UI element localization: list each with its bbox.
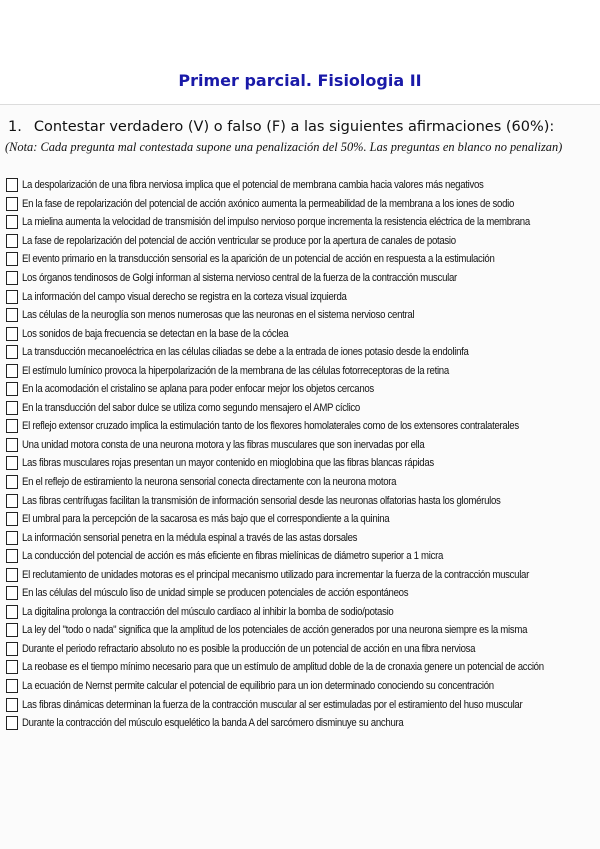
answer-checkbox[interactable] — [6, 364, 18, 378]
answer-checkbox[interactable] — [6, 382, 18, 396]
statement-text: El reflejo extensor cruzado implica la estimulación tanto de los flexores homolaterales como de los extensores contralaterales — [22, 420, 519, 433]
answer-checkbox[interactable] — [6, 215, 18, 229]
statement-item — [6, 640, 596, 659]
statement-text: Las fibras centrífugas facilitan la transmisión de información sensorial desde las neuronas olfatorias hasta los glomérulos — [22, 494, 501, 507]
statement-text: En la transducción del sabor dulce se utiliza como segundo mensajero el AMP cíclico — [22, 401, 360, 414]
statement-item — [6, 677, 596, 696]
answer-checkbox[interactable] — [6, 512, 18, 526]
statement-item — [6, 269, 596, 288]
statement-text: El umbral para la percepción de la sacarosa es más bajo que el correspondiente a la quinina — [22, 513, 390, 526]
statement-text: Las células de la neuroglía son menos numerosas que las neuronas en el sistema nervioso central — [22, 309, 415, 322]
statement-text: El reclutamiento de unidades motoras es el principal mecanismo utilizado para incrementar la fuerza de la contracción muscular — [22, 568, 530, 581]
statement-item — [6, 547, 596, 566]
statement-item — [6, 695, 596, 714]
answer-checkbox[interactable] — [6, 252, 18, 266]
statement-item — [6, 714, 596, 733]
statement-text: Los órganos tendinosos de Golgi informan al sistema nervioso central de la fuerza de la contracción muscular — [22, 272, 457, 284]
statement-text: Durante la contracción del músculo esquelético la banda A del sarcómero disminuye su anchura — [22, 717, 404, 730]
answer-checkbox[interactable] — [6, 308, 18, 322]
statement-text: Las fibras dinámicas determinan la fuerza de la contracción muscular al ser estimuladas por el estiramiento del huso muscular — [22, 698, 523, 711]
statement-item — [6, 361, 596, 380]
statement-item — [6, 436, 596, 455]
answer-checkbox[interactable] — [6, 494, 18, 508]
statement-text: La información del campo visual derecho se registra en la corteza visual izquierda — [22, 290, 347, 303]
statement-item — [6, 528, 596, 547]
answer-checkbox[interactable] — [6, 716, 18, 730]
answer-checkbox[interactable] — [6, 642, 18, 656]
statement-item — [6, 584, 596, 603]
answer-checkbox[interactable] — [6, 549, 18, 563]
answer-checkbox[interactable] — [6, 568, 18, 582]
question-number: 1. — [8, 119, 22, 135]
statement-item — [6, 473, 596, 492]
statement-text: La reobase es el tiempo mínimo necesario para que un estímulo de amplitud doble de la de cronaxia genere un potencial de acción — [22, 661, 544, 674]
statement-text: En la fase de repolarización del potencial de acción axónico aumenta la permeabilidad de la membrana a los iones de sodio — [22, 197, 515, 210]
statement-item — [6, 213, 596, 232]
answer-checkbox[interactable] — [6, 586, 18, 600]
statement-text: En las células del músculo liso de unidad simple se producen potenciales de acción espontáneos — [22, 587, 409, 600]
answer-checkbox[interactable] — [6, 679, 18, 693]
statement-item — [6, 417, 596, 436]
statement-text: Los sonidos de baja frecuencia se detectan en la base de la cóclea — [22, 327, 289, 340]
answer-checkbox[interactable] — [6, 475, 18, 489]
statement-item — [6, 380, 596, 399]
statement-text: La ecuación de Nernst permite calcular el potencial de equilibrio para un ion determinado conociendo su concentración — [22, 680, 494, 693]
statement-item — [6, 658, 596, 677]
answer-checkbox[interactable] — [6, 623, 18, 637]
statement-item — [6, 399, 596, 418]
answer-checkbox[interactable] — [6, 531, 18, 545]
answer-checkbox[interactable] — [6, 660, 18, 674]
answer-checkbox[interactable] — [6, 234, 18, 248]
answer-checkbox[interactable] — [6, 345, 18, 359]
answer-checkbox[interactable] — [6, 419, 18, 433]
statement-item — [6, 621, 596, 640]
statement-item — [6, 565, 596, 584]
statement-text: Las fibras musculares rojas presentan un mayor contenido en mioglobina que las fibras blancas rápidas — [22, 457, 434, 470]
statement-text: La digitalina prolonga la contracción del músculo cardiaco al inhibir la bomba de sodio/potasio — [22, 605, 394, 618]
statement-text: La fase de repolarización del potencial de acción ventricular se produce por la apertura de canales de potasio — [22, 234, 456, 247]
statement-text: Durante el periodo refractario absoluto no es posible la producción de un potencial de acción en una fibra nerviosa — [22, 642, 476, 655]
statement-item — [6, 287, 596, 306]
statement-item — [6, 250, 596, 269]
statement-item — [6, 343, 596, 362]
statement-item — [6, 491, 596, 510]
statement-text: El estímulo lumínico provoca la hiperpolarización de la membrana de las células fotorreceptoras de la retina — [22, 364, 449, 377]
statement-text: La información sensorial penetra en la médula espinal a través de las astas dorsales — [22, 531, 358, 544]
statement-item — [6, 324, 596, 343]
answer-checkbox[interactable] — [6, 327, 18, 341]
statement-item — [6, 603, 596, 622]
statement-text: La transducción mecanoeléctrica en las células ciliadas se debe a la entrada de iones potasio desde la endolinfa — [22, 346, 469, 359]
answer-checkbox[interactable] — [6, 271, 18, 285]
statement-text: En el reflejo de estiramiento la neurona sensorial conecta directamente con la neurona motora — [22, 476, 397, 489]
statement-list — [6, 176, 596, 732]
statement-text: En la acomodación el cristalino se aplana para poder enfocar mejor los objetos cercanos — [22, 383, 374, 396]
statement-item — [6, 176, 596, 195]
statement-item — [6, 306, 596, 325]
statement-item — [6, 195, 596, 214]
statement-text: La mielina aumenta la velocidad de transmisión del impulso nervioso porque incrementa la resistencia eléctrica de la membrana — [22, 216, 530, 229]
page-title: Primer parcial. Fisiologia II — [178, 71, 422, 90]
statement-text: La ley del "todo o nada" significa que la amplitud de los potenciales de acción generados por una neurona siempre es la misma — [22, 624, 528, 637]
answer-checkbox[interactable] — [6, 290, 18, 304]
question-note: (Nota: Cada pregunta mal contestada supone una penalización del 50%. Las preguntas en blanco no penalizan) — [5, 140, 563, 154]
statement-text: La despolarización de una fibra nerviosa implica que el potencial de membrana cambia hacia valores más negativos — [22, 179, 484, 192]
answer-checkbox[interactable] — [6, 438, 18, 452]
answer-checkbox[interactable] — [6, 456, 18, 470]
statement-text: La conducción del potencial de acción es más eficiente en fibras mielínicas de diámetro superior a 1 micra — [22, 550, 444, 563]
answer-checkbox[interactable] — [6, 698, 18, 712]
statement-item — [6, 232, 596, 251]
statement-item — [6, 510, 596, 529]
statement-item — [6, 454, 596, 473]
statement-text: El evento primario en la transducción sensorial es la aparición de un potencial de acción en respuesta a la estimulación — [22, 253, 495, 266]
answer-checkbox[interactable] — [6, 178, 18, 192]
question-header — [8, 119, 598, 135]
answer-checkbox[interactable] — [6, 401, 18, 415]
answer-checkbox[interactable] — [6, 605, 18, 619]
answer-checkbox[interactable] — [6, 197, 18, 211]
statement-text: Una unidad motora consta de una neurona motora y las fibras musculares que son inervadas por ella — [22, 438, 425, 451]
question-text: Contestar verdadero (V) o falso (F) a las siguientes afirmaciones (60%): — [33, 119, 555, 135]
